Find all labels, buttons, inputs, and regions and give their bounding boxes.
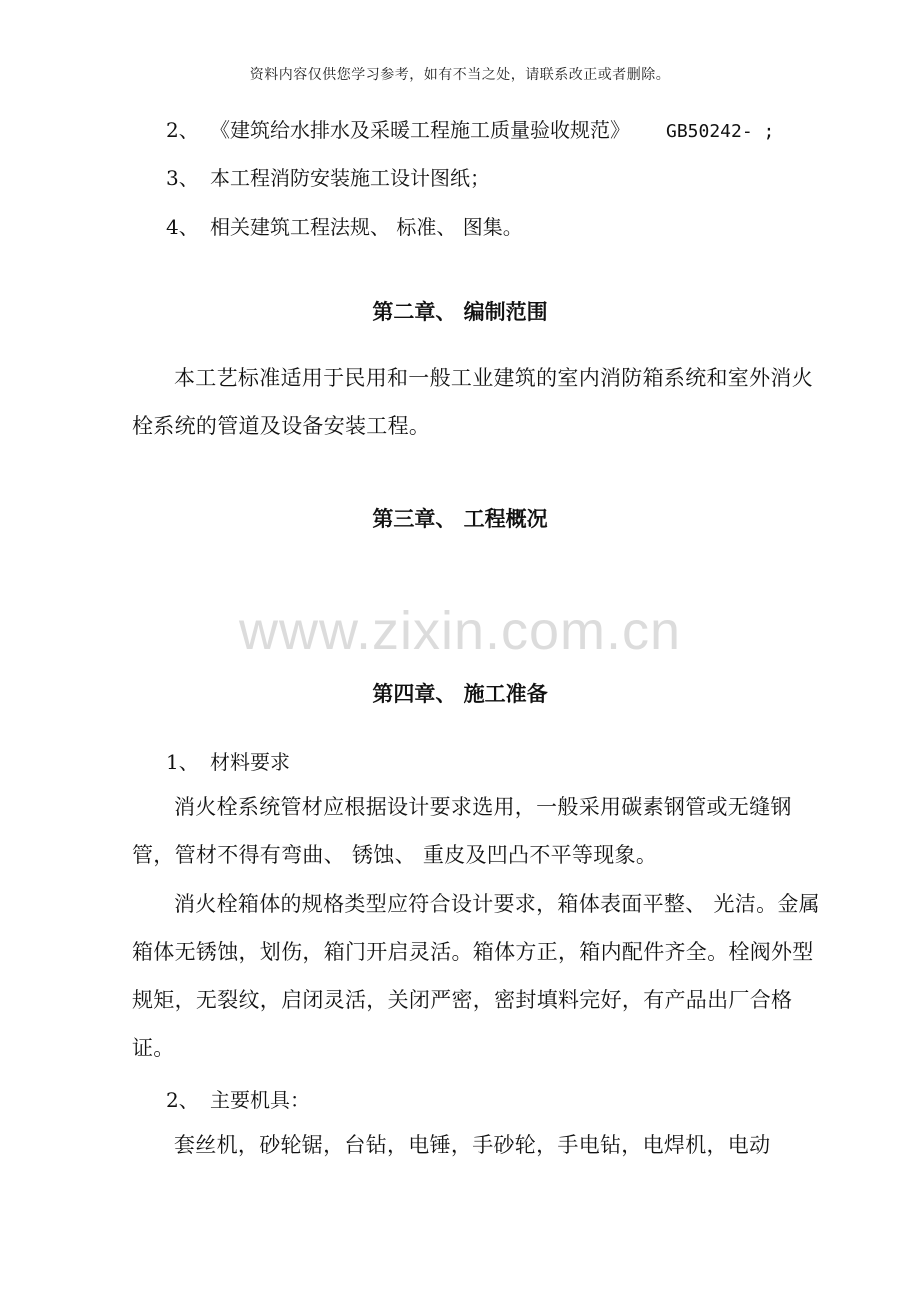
chapter-2-paragraph: 本工艺标准适用于民用和一般工业建筑的室内消防箱系统和室外消火栓系统的管道及设备安装工程。 <box>132 366 813 438</box>
item-number: 1、 <box>166 750 199 774</box>
watermark-text: www.zixin.com.cn <box>238 601 682 661</box>
chapter-2-heading: 第二章、 编制范围 <box>372 300 548 324</box>
tools-paragraph: 套丝机，砂轮锯，台钻，电锤，手砂轮，手电钻，电焊机，电动 <box>174 1133 771 1157</box>
reference-code: GB50242- ; <box>666 121 775 142</box>
reference-item-3 <box>166 162 490 191</box>
materials-paragraph-pipes: 消火栓系统管材应根据设计要求选用，一般采用碳素钢管或无缝钢管，管材不得有弯曲、 锈蚀、 重皮及凹凸不平等现象。 <box>132 795 792 867</box>
reference-item-4 <box>166 211 523 240</box>
reference-number: 4、 <box>166 215 199 239</box>
ch4-item-1 <box>166 746 290 775</box>
reference-text: 相关建筑工程法规、 标准、 图集。 <box>210 215 523 239</box>
item-text: 主要机具： <box>210 1088 310 1112</box>
header-disclaimer: 资料内容仅供您学习参考，如有不当之处，请联系改正或者删除。 <box>249 67 671 83</box>
chapter-3-heading: 第三章、 工程概况 <box>372 507 548 531</box>
reference-text: 本工程消防安装施工设计图纸； <box>210 166 490 190</box>
chapter-4-heading: 第四章、 施工准备 <box>372 682 548 706</box>
ch4-item-2 <box>166 1084 310 1113</box>
reference-number: 3、 <box>166 166 199 190</box>
item-number: 2、 <box>166 1088 199 1112</box>
reference-item-2 <box>166 114 774 143</box>
reference-number: 2、 <box>166 118 199 142</box>
reference-text: 《建筑给水排水及采暖工程施工质量验收规范》 <box>210 118 630 142</box>
materials-paragraph-hydrant-box: 消火栓箱体的规格类型应符合设计要求，箱体表面平整、 光洁。金属箱体无锈蚀，划伤，箱门开启灵活。箱体方正，箱内配件齐全。栓阀外型规矩，无裂纹，启闭灵活，关闭严密，密封填料完好，有产品出厂合格证。 <box>132 892 820 1060</box>
item-text: 材料要求 <box>210 750 290 774</box>
